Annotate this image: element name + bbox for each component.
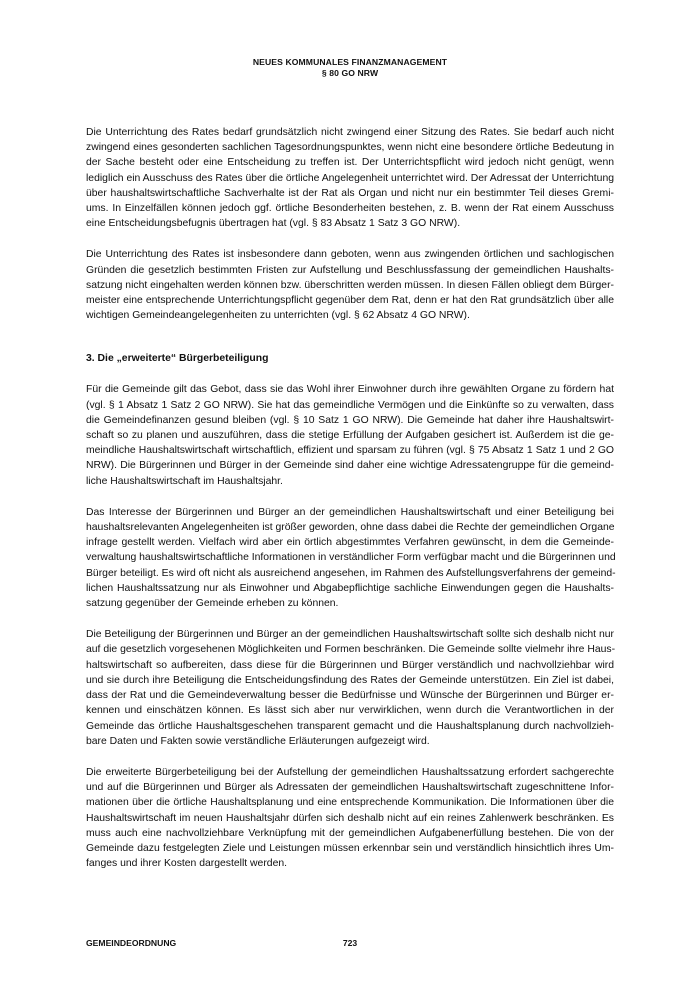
paragraph-line: Die Beteiligung der Bürgerinnen und Bürger an der gemeindlichen Haushaltswirtschaft sollte sich deshalb nicht nur [86,629,614,641]
paragraph-line: lediglich ein Ausschuss des Rates über die örtliche Angelegenheit unterrichtet wird. Der Adressat der Unterrichtung [86,172,614,184]
paragraph-line: die Gemeindefinanzen gesund bleiben (vgl. § 10 Satz 1 GO NRW). Die Gemeinde hat daher ihre Haushaltswirt- [86,414,614,426]
paragraph-line: satzung nicht eingehalten werden können bzw. überschritten werden müssen. In diesen Fällen obliegt dem Bürger- [86,279,614,291]
paragraph-line: (vgl. § 1 Absatz 1 Satz 2 GO NRW). Sie hat das gemeindliche Vermögen und die Einkünfte so zu verwalten, dass [86,399,614,411]
paragraph-line: Die erweiterte Bürgerbeteiligung bei der Aufstellung der gemeindlichen Haushaltssatzung erfordert sachgerechte [86,766,614,778]
paragraph-line: lichen Haushaltssatzung nur als Einwohner und Abgabepflichtige sachliche Einwendungen gegen die Haushalts- [86,582,614,594]
paragraph-line: meindliche Haushaltswirtschaft wirtschaftlich, effizient und sparsam zu führen (vgl. § 75 Absatz 1 Satz 1 und 2 GO [86,445,614,457]
paragraph-line: mationen über die örtliche Haushaltsplanung und eine entsprechende Kommunikation. Die Informationen über die [86,797,614,809]
paragraph-line: fanges und ihrer Kosten dargestellt werden. [86,858,288,870]
paragraph-line: dass der Rat und die Gemeindeverwaltung besser die Bedürfnisse und Wünsche der Bürgerinnen und Bürger er- [86,690,614,702]
paragraph [86,505,614,611]
paragraph-line: auf die gesetzlich vorgesehenen Möglichkeiten und Formen beschränken. Die Gemeinde sollte vielmehr ihre Haus- [86,644,616,656]
paragraph-line: wichtigen Gemeindeangelegenheiten zu unterrichten (vgl. § 62 Absatz 4 GO NRW). [86,310,470,322]
paragraph-line: Gemeinde dazu festgelegten Ziele und Leistungen müssen erkennbar sein und verständlich hinsichtlich ihres Um- [86,842,614,854]
paragraph-line: ums. In Einzelfällen können jedoch ggf. örtliche Besonderheiten bestehen, z. B. wenn der Rat einem Ausschuss [86,203,614,215]
page-number: 723 [342,938,358,948]
paragraph-line: Bürger beteiligt. Es wird oft nicht als ausreichend angesehen, im Rahmen des Aufstellungsverfahrens der gemeind- [86,567,616,579]
paragraph-line: haltswirtschaft so aufbereiten, dass diese für die Bürgerinnen und Bürger verständlich und nachvollziehbar wird [86,659,614,671]
paragraph-line: haushaltsrelevanten Angelegenheiten ist größer geworden, ohne dass dabei die Rechte der gemeindlichen Organe [86,522,615,534]
paragraph-line: Das Interesse der Bürgerinnen und Bürger an der gemeindlichen Haushaltswirtschaft und einer Beteiligung bei [86,506,614,518]
footer-label: GEMEINDEORDNUNG [86,938,177,948]
paragraph-line: eine Entscheidungsbefugnis übertragen hat (vgl. § 83 Absatz 1 Satz 3 GO NRW). [86,218,461,230]
paragraph-line: über haushaltswirtschaftliche Sachverhalte ist der Rat als Organ und nicht nur ein bestimmter Teil dieses Gremi- [86,187,614,199]
paragraph-line: Gründen die gesetzlich bestimmten Fristen zur Aufstellung und Beschlussfassung der gemeindlichen Haushalts- [86,264,614,276]
paragraph-line: Für die Gemeinde gilt das Gebot, dass sie das Wohl ihrer Einwohner durch ihre gewählten Organe zu fördern hat [86,384,614,396]
section-heading: 3. Die „erweiterte“ Bürgerbeteiligung [86,353,269,365]
page-header [0,57,700,79]
paragraph-line: Die Unterrichtung des Rates bedarf grundsätzlich nicht zwingend einer Sitzung des Rates. Sie bedarf auch nicht [86,127,614,138]
paragraph-line: Die Unterrichtung des Rates ist insbesondere dann geboten, wenn aus zwingenden örtlichen und sachlogischen [86,249,614,261]
paragraph [86,125,614,231]
paragraph-line: infrage gestellt werden. Vielfach wird aber ein örtlich abgestimmtes Verfahren gewünscht, in dem die Gemeinde- [86,537,614,549]
paragraph-line: und auf die Bürgerinnen und Bürger als Adressaten der gemeindlichen Haushaltswirtschaft zugeschnittene Infor- [86,782,614,794]
paragraph-line: kennen und einschätzen können. Es lässt sich aber nur verwirklichen, wenn durch die Verantwortlichen in der [86,705,614,717]
paragraph [86,627,614,749]
paragraphs-before [86,125,614,323]
paragraph-line: NRW). Die Bürgerinnen und Bürger in der Gemeinde sind daher eine wichtige Adressatengruppe für die gemeind- [86,460,614,472]
paragraph-line: schaft so zu planen und auszuführen, dass die stetige Erfüllung der Aufgaben gesichert ist. Außerdem ist die ge- [86,430,614,442]
paragraph-line: liche Haushaltswirtschaft im Haushaltsjahr. [86,475,283,487]
paragraph [86,247,614,323]
page-content [86,125,614,887]
paragraph [86,382,614,488]
paragraph-line: zwingend eines gesonderten sachlichen Tagesordnungspunktes, wenn nicht eine besondere örtliche Bedeutung in [86,142,614,154]
paragraph-line: der Sache besteht oder eine Entscheidung zu treffen ist. Der Unterrichtspflicht wird jedoch nicht genügt, wenn [86,157,614,169]
paragraph-line: und sie durch ihre Beteiligung die Entscheidungsfindung des Rates der Gemeinde unterstützen. Ein Ziel ist dabei, [86,674,614,686]
paragraph-line: verwaltung haushaltswirtschaftliche Informationen in verständlicher Form verfügbar macht und die Bürgerinnen und [86,552,616,564]
paragraph-line: meister eine entsprechende Unterrichtungspflicht gegenüber dem Rat, denn er hat den Rat grundsätzlich über alle [86,295,614,307]
paragraph-line: satzung gegenüber der Gemeinde erheben zu können. [86,598,339,610]
paragraph [86,765,614,871]
header-section: § 80 GO NRW [321,68,379,78]
paragraph-line: bare Daten und Fakten sowie verständliche Erläuterungen aufgezeigt wird. [86,735,430,747]
paragraph-line: Gemeinde das örtliche Haushaltsgeschehen transparent gemacht und die Haushaltsplanung durch nachvollzieh- [86,720,614,732]
paragraph-line: muss auch eine nachvollziehbare Verknüpfung mit der gemeindlichen Aufgabenerfüllung bestehen. Die von der [86,827,614,839]
paragraphs-after [86,382,614,871]
paragraph-line: Haushaltswirtschaft im neuen Haushaltsjahr dürfen sich deshalb nicht auf ein reines Zahlenwerk beschränken. Es [86,812,614,824]
header-title: NEUES KOMMUNALES FINANZMANAGEMENT [252,57,448,67]
